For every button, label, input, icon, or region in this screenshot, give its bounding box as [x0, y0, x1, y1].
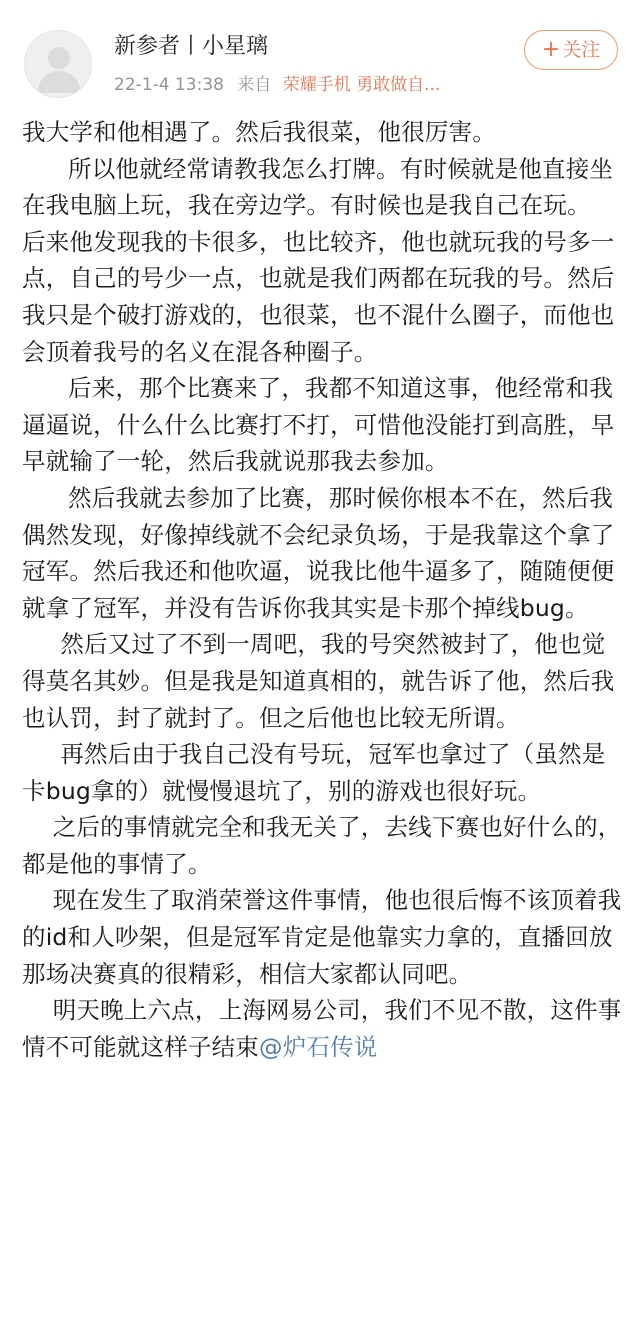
post-paragraph: 然后我就去参加了比赛，那时候你根本不在，然后我偶然发现，好像掉线就不会纪录负场，于是我靠这个拿了冠军。然后我还和他吹逼，说我比他牛逼多了，随随便便就拿了冠军，并没有告诉你我其实是卡那个掉线bug。: [22, 483, 615, 622]
plus-icon: +: [541, 37, 561, 62]
default-avatar-icon: [25, 31, 92, 98]
post-paragraph: 后来，那个比赛来了，我都不知道这事，他经常和我逼逼说，什么什么比赛打不打，可惜他没能打到高胜，早早就输了一轮，然后我就说那我去参加。: [22, 374, 615, 476]
post-header: [0, 0, 640, 110]
post-source-link[interactable]: 荣耀手机 勇敢做自...: [282, 75, 441, 95]
source-prefix: 来自: [237, 75, 272, 95]
post-paragraph-last: [22, 992, 622, 1065]
post-paragraph: 现在发生了取消荣誉这件事情，他也很后悔不该顶着我的id和人吵架，但是冠军肯定是他靠实力拿的，直播回放那场决赛真的很精彩，相信大家都认同吧。: [22, 886, 622, 988]
follow-button-label: 关注: [562, 39, 601, 61]
post-timestamp: 22-1-4 13:38: [114, 75, 224, 95]
post-paragraph: 所以他就经常请教我怎么打牌。有时候就是他直接坐在我电脑上玩，我在旁边学。有时候也是我自己在玩。: [22, 154, 614, 220]
post-paragraph: 然后又过了不到一周吧，我的号突然被封了，他也觉得莫名其妙。但是我是知道真相的，就告诉了他，然后我也认罚，封了就封了。但之后他也比较无所谓。: [22, 630, 615, 732]
post-paragraph: 我大学和他相遇了。然后我很菜，他很厉害。: [22, 118, 496, 146]
post-paragraph-text: 明天晚上六点，上海网易公司，我们不见不散，这件事情不可能就这样子结束: [22, 996, 622, 1061]
post-body: [22, 114, 622, 1065]
follow-button[interactable]: [524, 30, 618, 70]
author-name[interactable]: 新参者丨小星璃: [114, 34, 269, 59]
post-paragraph: 再然后由于我自己没有号玩，冠军也拿过了（虽然是卡bug拿的）就慢慢退坑了，别的游戏也很好玩。: [22, 740, 606, 805]
mention-link[interactable]: @炉石传说: [259, 1032, 378, 1061]
post-paragraph: 之后的事情就完全和我无关了，去线下赛也好什么的，都是他的事情了。: [22, 813, 622, 878]
post-meta: [114, 72, 440, 98]
avatar[interactable]: [24, 30, 92, 98]
post-paragraph: 后来他发现我的卡很多，也比较齐，他也就玩我的号多一点，自己的号少一点，也就是我们两都在玩我的号。然后我只是个破打游戏的，也很菜，也不混什么圈子，而他也会顶着我号的名义在混各种圈子。: [22, 227, 615, 366]
